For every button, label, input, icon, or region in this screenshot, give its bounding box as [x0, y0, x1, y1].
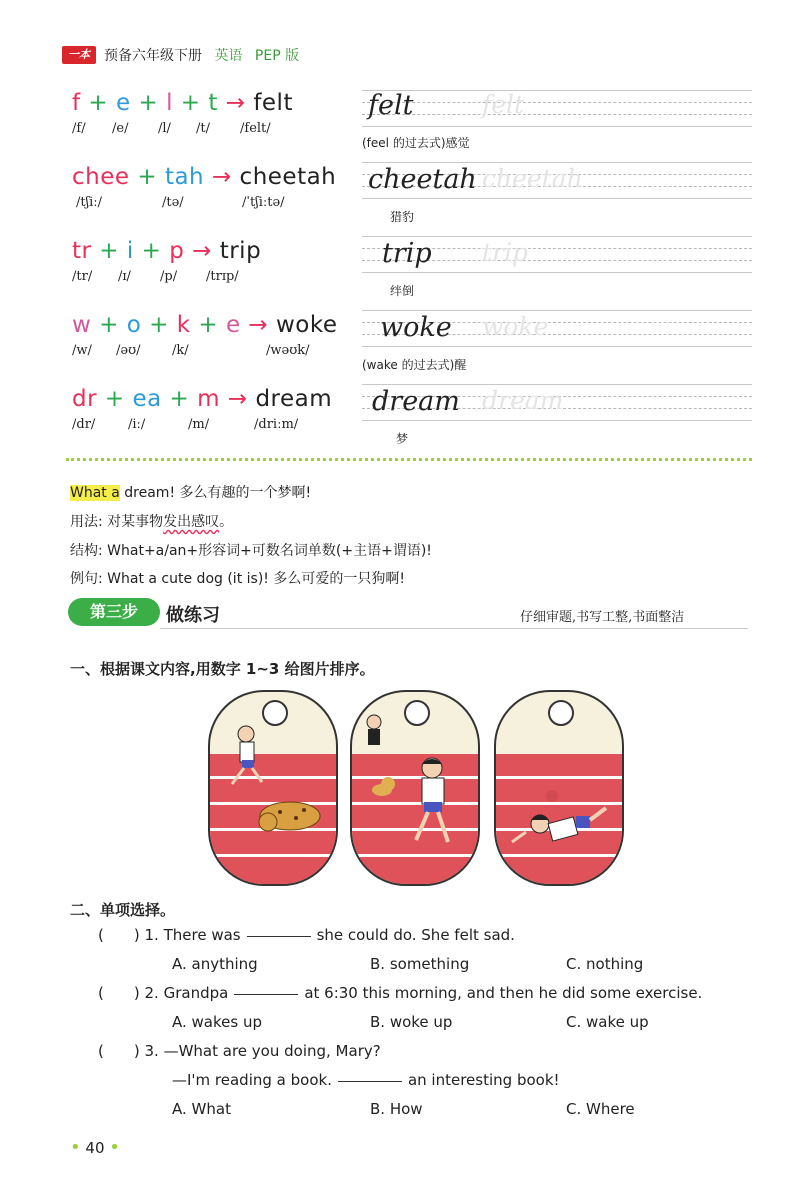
phonics-row-trip: tr + i + p → trip [72, 238, 262, 264]
answer-blank[interactable] [247, 935, 311, 937]
step-tip: 仔细审题,书写工整,书面整洁 [520, 610, 685, 625]
mc-option-1a[interactable]: A. anything [172, 955, 258, 973]
question-1-title: 一、根据课文内容,用数字 1~3 给图片排序。 [70, 660, 375, 678]
answer-paren-open[interactable]: ( [98, 1042, 104, 1060]
picture-3[interactable] [494, 690, 624, 886]
note-example: 例句: What a cute dog (it is)! 多么可爱的一只狗啊! [70, 571, 405, 587]
step-badge: 第三步 [68, 598, 160, 626]
page-header [104, 45, 299, 65]
subject-label: 英语 [214, 48, 243, 64]
trace-dream[interactable]: dream [482, 386, 564, 415]
publisher-logo: 一本 [62, 46, 96, 64]
trace-woke[interactable]: woke [482, 312, 549, 341]
handwritten-woke: woke [380, 312, 452, 343]
book-title: 预备六年级下册 [104, 48, 202, 64]
ipa-row-felt: /f/ /e/ /l/ /t/ /felt/ [72, 121, 271, 136]
tag-hole [548, 700, 574, 726]
mc-item-1: ( ) 1. There was she could do. She felt sad. [98, 926, 515, 944]
ipa-row-trip: /tr/ /ɪ/ /p/ /trɪp/ [72, 269, 239, 284]
step-title: 做练习 [166, 605, 220, 626]
handwritten-trip: trip [382, 238, 432, 269]
trace-felt[interactable]: felt [482, 90, 525, 119]
tag-hole [262, 700, 288, 726]
gloss-dream: 梦 [396, 432, 409, 446]
gloss-felt: (feel 的过去式)感觉 [362, 136, 470, 150]
note-structure: 结构: What+a/an+形容词+可数名词单数(+主语+谓语)! [70, 543, 432, 559]
section-divider [66, 458, 752, 461]
page-number: • 40 • [70, 1137, 120, 1158]
phonics-row-felt: f + e + l + t → felt [72, 90, 293, 116]
edition-label: PEP 版 [254, 48, 300, 64]
ipa-row-cheetah: /tʃiː/ /tə/ /ˈtʃiːtə/ [76, 195, 285, 210]
mc-option-2c[interactable]: C. wake up [566, 1013, 649, 1031]
answer-blank[interactable] [338, 1080, 402, 1082]
trace-cheetah[interactable]: cheetah [482, 164, 583, 193]
phonics-row-woke: w + o + k + e → woke [72, 312, 338, 338]
gloss-woke: (wake 的过去式)醒 [362, 358, 467, 372]
handwritten-felt: felt [368, 90, 414, 121]
gloss-cheetah: 猎豹 [390, 210, 415, 224]
mc-option-2b[interactable]: B. woke up [370, 1013, 453, 1031]
mc-option-3c[interactable]: C. Where [566, 1100, 635, 1118]
mc-option-1b[interactable]: B. something [370, 955, 470, 973]
mc-item-3: ( ) 3. —What are you doing, Mary? [98, 1042, 381, 1060]
mc-item-2: ( ) 2. Grandpa at 6:30 this morning, and then he did some exercise. [98, 984, 703, 1002]
handwriting-practice [362, 88, 752, 456]
note-example-heading: What a dream! 多么有趣的一个梦啊! [70, 485, 312, 501]
picture-1[interactable] [208, 690, 338, 886]
answer-blank[interactable] [234, 993, 298, 995]
mc-option-2a[interactable]: A. wakes up [172, 1013, 262, 1031]
question-2-title: 二、单项选择。 [70, 901, 176, 919]
ipa-row-woke: /w/ /əʊ/ /k/ /wəʊk/ [72, 343, 310, 358]
ipa-row-dream: /dr/ /iː/ /m/ /driːm/ [72, 417, 299, 432]
phonics-row-dream: dr + ea + m → dream [72, 386, 333, 412]
tag-hole [404, 700, 430, 726]
answer-paren-open[interactable]: ( [98, 984, 104, 1002]
trace-trip[interactable]: trip [482, 238, 528, 267]
note-usage: 用法: 对某事物发出感叹。 [70, 514, 234, 530]
handwritten-cheetah: cheetah [368, 164, 477, 195]
phonics-row-cheetah: chee + tah → cheetah [72, 164, 337, 190]
mc-option-3a[interactable]: A. What [172, 1100, 231, 1118]
handwritten-dream: dream [372, 386, 460, 417]
gloss-trip: 绊倒 [390, 284, 415, 298]
answer-paren-open[interactable]: ( [98, 926, 104, 944]
step-rule [160, 628, 748, 629]
mc-option-1c[interactable]: C. nothing [566, 955, 644, 973]
mc-option-3b[interactable]: B. How [370, 1100, 423, 1118]
mc-item-3-line2: —I'm reading a book. an interesting book! [172, 1071, 560, 1089]
picture-2[interactable] [350, 690, 480, 886]
